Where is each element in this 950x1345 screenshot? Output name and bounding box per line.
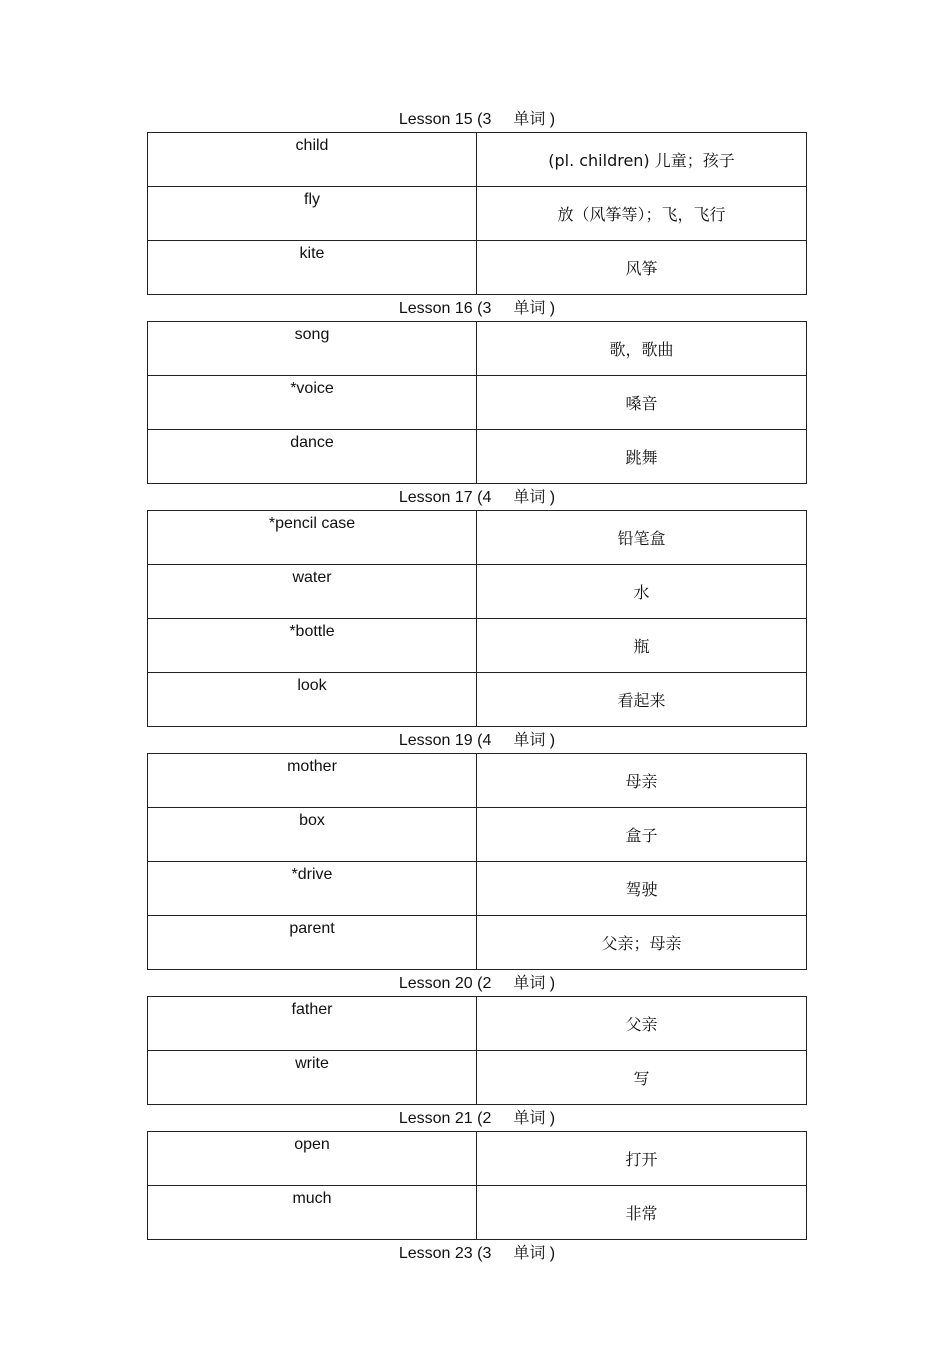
- english-word-cell: fly: [148, 187, 477, 241]
- english-word-cell: song: [148, 322, 477, 376]
- table-row: [148, 808, 807, 862]
- table-row: [148, 619, 807, 673]
- vocab-table: [147, 1131, 807, 1240]
- vocab-table: [147, 321, 807, 484]
- table-row: [148, 241, 807, 295]
- table-row: [148, 511, 807, 565]
- chinese-meaning-cell: 嗓音: [477, 376, 807, 430]
- english-word-cell: look: [148, 673, 477, 727]
- lesson-title-text: Lesson 15 (3: [398, 111, 492, 128]
- lesson-block: [147, 729, 807, 970]
- chinese-meaning-cell: 非常: [477, 1186, 807, 1240]
- lesson-title: [147, 972, 807, 996]
- chinese-meaning-cell: 盒子: [477, 808, 807, 862]
- chinese-meaning-cell: 铅笔盒: [477, 511, 807, 565]
- english-word-cell: write: [148, 1051, 477, 1105]
- table-row: [148, 1132, 807, 1186]
- lesson-title-text: Lesson 23 (3: [398, 1245, 492, 1262]
- table-row: [148, 673, 807, 727]
- english-word-cell: *pencil case: [148, 511, 477, 565]
- english-word-cell: *voice: [148, 376, 477, 430]
- vocab-table: [147, 132, 807, 295]
- english-word-cell: open: [148, 1132, 477, 1186]
- lesson-title-suffix: 单词 ): [513, 111, 556, 128]
- chinese-meaning-cell: 母亲: [477, 754, 807, 808]
- table-row: [148, 1186, 807, 1240]
- english-word-cell: box: [148, 808, 477, 862]
- lesson-title: [147, 1242, 807, 1266]
- table-row: [148, 430, 807, 484]
- chinese-meaning-cell: (pl. children) 儿童；孩子: [477, 133, 807, 187]
- chinese-meaning-cell: 父亲: [477, 997, 807, 1051]
- lesson-title-suffix: 单词 ): [513, 975, 556, 992]
- chinese-meaning-cell: 风筝: [477, 241, 807, 295]
- vocab-table: [147, 996, 807, 1105]
- english-word-cell: mother: [148, 754, 477, 808]
- lesson-title: [147, 108, 807, 132]
- english-word-cell: *bottle: [148, 619, 477, 673]
- chinese-meaning-cell: 跳舞: [477, 430, 807, 484]
- lesson-block: [147, 1107, 807, 1240]
- table-row: [148, 1051, 807, 1105]
- lesson-block: [147, 972, 807, 1105]
- lesson-block: [147, 297, 807, 484]
- chinese-meaning-cell: 看起来: [477, 673, 807, 727]
- table-row: [148, 565, 807, 619]
- lesson-title-suffix: 单词 ): [513, 300, 556, 317]
- lesson-title-text: Lesson 19 (4: [398, 732, 492, 749]
- english-word-cell: kite: [148, 241, 477, 295]
- lesson-title: [147, 1107, 807, 1131]
- english-word-cell: much: [148, 1186, 477, 1240]
- lesson-block: [147, 1242, 807, 1266]
- table-row: [148, 187, 807, 241]
- english-word-cell: dance: [148, 430, 477, 484]
- english-word-cell: child: [148, 133, 477, 187]
- chinese-meaning-cell: 驾驶: [477, 862, 807, 916]
- lesson-title: [147, 729, 807, 753]
- table-row: [148, 754, 807, 808]
- english-word-cell: water: [148, 565, 477, 619]
- chinese-meaning-cell: 瓶: [477, 619, 807, 673]
- table-row: [148, 916, 807, 970]
- lesson-block: [147, 486, 807, 727]
- chinese-meaning-cell: 父亲；母亲: [477, 916, 807, 970]
- lesson-title-text: Lesson 21 (2: [398, 1110, 492, 1127]
- lesson-title: [147, 297, 807, 321]
- lesson-title-suffix: 单词 ): [513, 489, 556, 506]
- lesson-title-text: Lesson 17 (4: [398, 489, 492, 506]
- vocab-table: [147, 753, 807, 970]
- table-row: [148, 862, 807, 916]
- lesson-title-suffix: 单词 ): [513, 732, 556, 749]
- vocab-table: [147, 510, 807, 727]
- lesson-block: [147, 108, 807, 295]
- lesson-title-text: Lesson 16 (3: [398, 300, 492, 317]
- english-word-cell: father: [148, 997, 477, 1051]
- lesson-title: [147, 486, 807, 510]
- lesson-title-suffix: 单词 ): [513, 1245, 556, 1262]
- lesson-title-text: Lesson 20 (2: [398, 975, 492, 992]
- chinese-meaning-cell: 歌，歌曲: [477, 322, 807, 376]
- chinese-meaning-cell: 写: [477, 1051, 807, 1105]
- english-word-cell: parent: [148, 916, 477, 970]
- table-row: [148, 997, 807, 1051]
- table-row: [148, 322, 807, 376]
- chinese-meaning-cell: 水: [477, 565, 807, 619]
- lesson-title-suffix: 单词 ): [513, 1110, 556, 1127]
- table-row: [148, 133, 807, 187]
- vocabulary-document: [147, 108, 807, 1268]
- chinese-meaning-cell: 打开: [477, 1132, 807, 1186]
- english-word-cell: *drive: [148, 862, 477, 916]
- chinese-meaning-cell: 放（风筝等）；飞，飞行: [477, 187, 807, 241]
- table-row: [148, 376, 807, 430]
